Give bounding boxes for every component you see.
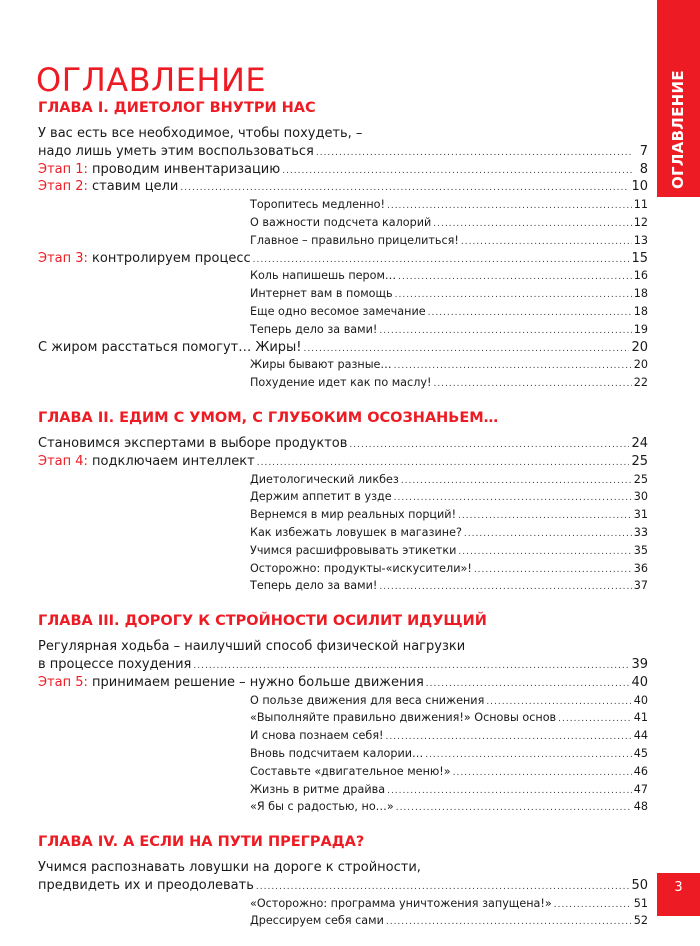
entry-label-wrap <box>250 321 377 339</box>
entry-label: Дрессируем себя сами <box>250 914 384 928</box>
toc-subentry[interactable] <box>38 781 648 799</box>
entry-label-wrap <box>250 356 392 374</box>
dot-leader <box>282 163 632 181</box>
entry-page-number: 13 <box>633 233 648 247</box>
entry-label-wrap <box>250 196 385 214</box>
toc-subentry[interactable] <box>38 577 648 595</box>
entry-page-number: 51 <box>633 896 648 910</box>
entry-label: Как избежать ловушек в магазине? <box>250 525 462 539</box>
dot-leader <box>180 180 629 198</box>
toc-subentry[interactable] <box>38 488 648 506</box>
entry-label-wrap <box>250 488 392 506</box>
entry-label: Учимся распознавать ловушки на дороге к стройности, <box>38 860 421 876</box>
toc-subentry[interactable] <box>38 912 648 930</box>
dot-leader <box>464 526 632 544</box>
dot-leader <box>458 508 632 526</box>
toc-entry[interactable] <box>38 656 648 674</box>
entry-label: проводим инвентаризацию <box>87 161 281 177</box>
entry-page-number: 10 <box>631 179 648 195</box>
entry-label: И снова познаем себя! <box>250 729 384 743</box>
entry-label-wrap <box>250 542 456 560</box>
entry-label: «Осторожно: программа уничтожения запущена!» <box>250 896 552 910</box>
entry-label: Теперь дело за вами! <box>250 579 378 593</box>
entry-label: Жиры бывают разные… <box>250 358 392 372</box>
toc-entry[interactable] <box>38 877 648 895</box>
toc-subentry[interactable] <box>38 763 648 781</box>
entry-label-wrap <box>38 877 254 895</box>
entry-label: Регулярная ходьба – наилучший способ физической нагрузки <box>38 639 466 655</box>
entry-page-number: 7 <box>639 143 648 159</box>
toc-subentry[interactable] <box>38 745 648 763</box>
toc-entry[interactable] <box>38 143 648 161</box>
toc-entry[interactable] <box>38 161 648 179</box>
dot-leader <box>433 216 631 234</box>
section-side-tab <box>657 0 700 197</box>
stage-label: Этап 3: <box>38 250 88 266</box>
toc-subentry[interactable] <box>38 196 648 214</box>
toc-subentry[interactable] <box>38 285 648 303</box>
entry-label: Учимся расшифровывать этикетки <box>250 543 457 557</box>
dot-leader <box>398 269 632 287</box>
toc-subentry[interactable] <box>38 692 648 710</box>
entry-label-wrap <box>38 453 255 471</box>
entry-label: Торопитесь медленно! <box>250 198 385 212</box>
dot-leader <box>386 914 632 932</box>
entry-page-number: 8 <box>639 161 648 177</box>
entry-page-number: 45 <box>633 746 648 760</box>
toc-subentry[interactable] <box>38 895 648 913</box>
entry-page-number: 41 <box>633 711 648 725</box>
toc-entry-first-line[interactable] <box>38 125 648 143</box>
dot-leader <box>461 234 632 252</box>
chapter-section <box>38 408 648 595</box>
entry-label-wrap <box>250 506 456 524</box>
entry-page-number: 22 <box>633 376 648 390</box>
entry-label-wrap <box>250 267 396 285</box>
entry-label-wrap <box>250 214 431 232</box>
entry-page-number: 18 <box>633 304 648 318</box>
entry-label: «Выполняйте правильно движения!» Основы основ <box>250 711 557 725</box>
table-of-contents <box>38 98 648 946</box>
dot-leader <box>349 437 629 455</box>
entry-label-wrap <box>250 692 484 710</box>
toc-entry-first-line[interactable] <box>38 859 648 877</box>
toc-subentry[interactable] <box>38 798 648 816</box>
entry-label-wrap <box>250 895 552 913</box>
toc-subentry[interactable] <box>38 524 648 542</box>
dot-leader <box>554 897 632 915</box>
entry-label: Диетологический ликбез <box>250 472 399 486</box>
entry-page-number: 11 <box>633 198 648 212</box>
dot-leader <box>395 287 632 305</box>
toc-entry[interactable] <box>38 339 648 357</box>
entry-page-number: 19 <box>633 322 648 336</box>
toc-entry[interactable] <box>38 435 648 453</box>
entry-page-number: 25 <box>631 453 648 469</box>
entry-label: Становимся экспертами в выборе продуктов <box>38 435 348 451</box>
entry-label-wrap <box>38 339 302 357</box>
entry-page-number: 16 <box>633 269 648 283</box>
dot-leader <box>379 323 631 341</box>
entry-label: О пользе движения для веса снижения <box>250 693 485 707</box>
stage-label: Этап 4: <box>38 453 88 469</box>
chapter-section <box>38 98 648 392</box>
dot-leader <box>396 800 632 818</box>
entry-label-wrap <box>250 285 393 303</box>
toc-subentry[interactable] <box>38 709 648 727</box>
entry-page-number: 33 <box>633 525 648 539</box>
toc-subentry[interactable] <box>38 727 648 745</box>
entry-label-wrap <box>250 577 377 595</box>
dot-leader <box>379 579 631 597</box>
entry-page-number: 52 <box>633 914 648 928</box>
entry-label-wrap <box>38 250 251 268</box>
toc-subentry[interactable] <box>38 506 648 524</box>
entry-label: Интернет вам в помощь <box>250 287 393 301</box>
entry-label-wrap <box>250 763 451 781</box>
entry-label: О важности подсчета калорий <box>250 215 432 229</box>
chapter-title[interactable]: ГЛАВА IV. А ЕСЛИ НА ПУТИ ПРЕГРАДА? <box>38 834 365 851</box>
entry-label: Похудение идет как по маслу! <box>250 376 432 390</box>
toc-entry[interactable] <box>38 453 648 471</box>
toc-subentry[interactable] <box>38 267 648 285</box>
entry-label: подключаем интеллект <box>87 453 255 469</box>
entry-label-wrap <box>250 912 384 930</box>
entry-label-wrap <box>38 656 191 674</box>
entry-label: Главное – правильно прицелиться! <box>250 233 459 247</box>
entry-page-number: 48 <box>633 800 648 814</box>
entry-page-number: 36 <box>633 561 648 575</box>
page-title: ОГЛАВЛЕНИЕ <box>36 61 267 100</box>
entry-label-wrap <box>250 560 472 578</box>
entry-page-number: 12 <box>633 215 648 229</box>
toc-subentry[interactable] <box>38 303 648 321</box>
dot-leader <box>458 544 631 562</box>
entry-label: Держим аппетит в узде <box>250 490 392 504</box>
dot-leader <box>558 711 632 729</box>
entry-page-number: 47 <box>633 782 648 796</box>
toc-subentry[interactable] <box>38 232 648 250</box>
entry-page-number: 46 <box>633 764 648 778</box>
entry-label: контролируем процесс <box>87 250 251 266</box>
entry-label-wrap <box>38 435 347 453</box>
stage-label: Этап 5: <box>38 674 88 690</box>
entry-page-number: 31 <box>633 508 648 522</box>
toc-entry[interactable] <box>38 178 648 196</box>
entry-page-number: 35 <box>633 543 648 557</box>
entry-page-number: 30 <box>633 490 648 504</box>
entry-label-wrap <box>250 781 385 799</box>
toc-subentry[interactable] <box>38 471 648 489</box>
entry-label: в процессе похудения <box>38 656 192 672</box>
toc-subentry[interactable] <box>38 321 648 339</box>
page-number <box>657 873 700 916</box>
toc-subentry[interactable] <box>38 356 648 374</box>
chapter-title[interactable]: ГЛАВА III. ДОРОГУ К СТРОЙНОСТИ ОСИЛИТ ИДУЩИЙ <box>38 613 487 630</box>
entry-label: Жизнь в ритме драйва <box>250 782 386 796</box>
entry-label-wrap <box>250 798 394 816</box>
toc-subentry[interactable] <box>38 542 648 560</box>
entry-label-wrap <box>250 303 426 321</box>
entry-label: С жиром расстаться помогут… Жиры! <box>38 339 302 355</box>
entry-label-wrap <box>250 524 462 542</box>
entry-label: У вас есть все необходимое, чтобы похудеть, – <box>38 126 363 141</box>
entry-label-wrap <box>250 727 384 745</box>
dot-leader <box>453 765 632 783</box>
entry-label: принимаем решение – нужно больше движения <box>87 674 424 690</box>
entry-label: Осторожно: продукты-«искусители»! <box>250 561 472 575</box>
chapter-section <box>38 611 648 816</box>
entry-label: Вновь подсчитаем калории… <box>250 746 424 760</box>
entry-label-wrap <box>250 709 556 727</box>
entry-label-wrap <box>250 374 431 392</box>
dot-leader <box>387 783 632 801</box>
toc-subentry[interactable] <box>38 560 648 578</box>
entry-label: ставим цели <box>87 179 179 195</box>
entry-page-number: 24 <box>631 435 648 451</box>
entry-page-number: 44 <box>633 729 648 743</box>
entry-label-wrap <box>250 232 459 250</box>
entry-label-wrap <box>38 143 314 161</box>
entry-page-number: 20 <box>631 339 648 355</box>
entry-label-wrap <box>38 178 178 196</box>
toc-subentry[interactable] <box>38 374 648 392</box>
entry-page-number: 15 <box>631 250 648 266</box>
dot-leader <box>474 562 632 580</box>
entry-label: Теперь дело за вами! <box>250 322 378 336</box>
dot-leader <box>433 376 631 394</box>
entry-page-number: 39 <box>631 656 648 672</box>
entry-label: Составьте «двигательное меню!» <box>250 764 451 778</box>
entry-page-number: 25 <box>633 472 648 486</box>
entry-label-wrap <box>250 471 399 489</box>
stage-label: Этап 2: <box>38 179 88 195</box>
dot-leader <box>401 473 632 491</box>
dot-leader <box>425 747 632 765</box>
toc-subentry[interactable] <box>38 214 648 232</box>
toc-entry[interactable] <box>38 674 648 692</box>
toc-entry-first-line[interactable] <box>38 638 648 656</box>
entry-page-number: 40 <box>631 674 648 690</box>
page-number-label: 3 <box>674 880 683 895</box>
entry-label-wrap <box>250 745 423 763</box>
entry-label: Вернемся в мир реальных порций! <box>250 508 457 522</box>
toc-entry[interactable] <box>38 250 648 268</box>
entry-page-number: 37 <box>633 579 648 593</box>
entry-label: Еще одно весомое замечание <box>250 304 426 318</box>
dot-leader <box>428 305 632 323</box>
chapter-title[interactable]: ГЛАВА I. ДИЕТОЛОГ ВНУТРИ НАС <box>38 100 316 116</box>
entry-label: надо лишь уметь этим воспользоваться <box>38 143 314 159</box>
entry-page-number: 40 <box>633 693 648 707</box>
entry-label-wrap <box>38 674 424 692</box>
entry-page-number: 18 <box>633 287 648 301</box>
entry-label: предвидеть их и преодолевать <box>38 877 254 893</box>
side-tab-label: ОГЛАВЛЕНИЕ <box>668 70 687 189</box>
entry-label: Коль напишешь пером… <box>250 269 397 283</box>
entry-label-wrap <box>38 161 280 179</box>
entry-label: «Я бы с радостью, но…» <box>250 800 394 814</box>
entry-page-number: 50 <box>631 877 648 893</box>
entry-page-number: 20 <box>633 358 648 372</box>
chapter-title[interactable]: ГЛАВА II. ЕДИМ С УМОМ, С ГЛУБОКИМ ОСОЗНАНЬЕМ… <box>38 409 499 426</box>
dot-leader <box>316 145 632 163</box>
stage-label: Этап 1: <box>38 161 88 177</box>
